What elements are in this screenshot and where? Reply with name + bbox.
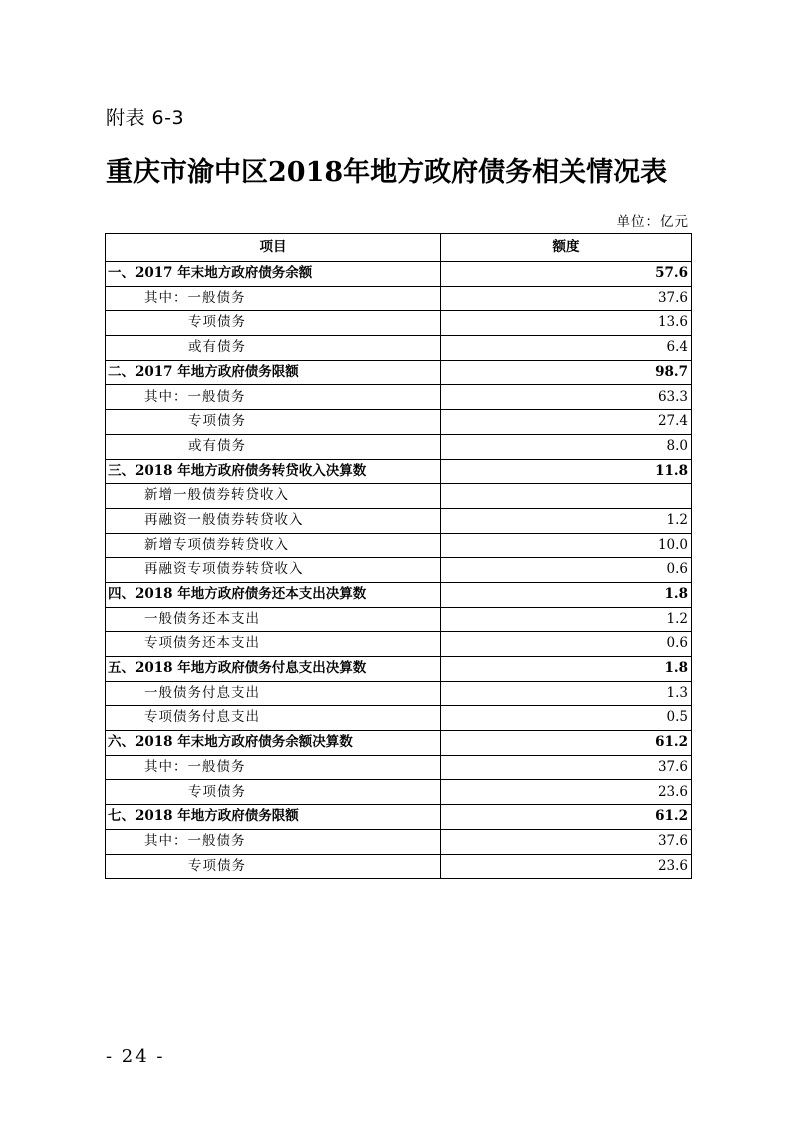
row-label: 其中：一般债务 [106, 829, 441, 854]
row-label: 一般债务付息支出 [106, 681, 441, 706]
table-row [106, 434, 692, 459]
row-label: 五、2018 年地方政府债务付息支出决算数 [106, 657, 441, 682]
row-value: 37.6 [441, 286, 692, 311]
row-value: 63.3 [441, 385, 692, 410]
table-row [106, 385, 692, 410]
row-value: 23.6 [441, 854, 692, 879]
row-label: 专项债务付息支出 [106, 706, 441, 731]
table-row [106, 632, 692, 657]
table-row [106, 410, 692, 435]
table-row [106, 755, 692, 780]
appendix-label: 附表 6-3 [106, 107, 185, 129]
row-value: 10.0 [441, 533, 692, 558]
table-row [106, 459, 692, 484]
row-value: 8.0 [441, 434, 692, 459]
row-label: 再融资专项债券转贷收入 [106, 558, 441, 583]
row-value: 0.6 [441, 558, 692, 583]
row-label: 专项债务 [106, 854, 441, 879]
page-number: - 24 - [106, 1046, 165, 1067]
row-value: 11.8 [441, 459, 692, 484]
row-label: 再融资一般债券转贷收入 [106, 508, 441, 533]
debt-table [105, 233, 692, 879]
table-row [106, 805, 692, 830]
row-label: 一般债务还本支出 [106, 607, 441, 632]
row-value: 0.6 [441, 632, 692, 657]
row-value: 27.4 [441, 410, 692, 435]
row-label: 二、2017 年地方政府债务限额 [106, 360, 441, 385]
table-row [106, 262, 692, 287]
row-label: 四、2018 年地方政府债务还本支出决算数 [106, 582, 441, 607]
row-label: 六、2018 年末地方政府债务余额决算数 [106, 731, 441, 756]
page-title: 重庆市渝中区2018年地方政府债务相关情况表 [106, 157, 668, 188]
row-label: 专项债务还本支出 [106, 632, 441, 657]
row-label: 七、2018 年地方政府债务限额 [106, 805, 441, 830]
row-label: 或有债务 [106, 336, 441, 361]
row-value: 1.8 [441, 582, 692, 607]
row-label: 一、2017 年末地方政府债务余额 [106, 262, 441, 287]
row-value: 23.6 [441, 780, 692, 805]
row-value: 61.2 [441, 805, 692, 830]
row-value: 13.6 [441, 311, 692, 336]
row-value [441, 484, 692, 509]
row-value: 6.4 [441, 336, 692, 361]
table-row [106, 558, 692, 583]
table-header-row [106, 234, 692, 262]
table-row [106, 311, 692, 336]
row-label: 专项债务 [106, 410, 441, 435]
table-row [106, 508, 692, 533]
row-label: 其中：一般债务 [106, 385, 441, 410]
table-row [106, 582, 692, 607]
table-row [106, 657, 692, 682]
row-label: 或有债务 [106, 434, 441, 459]
row-value: 57.6 [441, 262, 692, 287]
row-label: 专项债务 [106, 311, 441, 336]
row-value: 1.8 [441, 657, 692, 682]
row-label: 其中：一般债务 [106, 286, 441, 311]
table-row [106, 681, 692, 706]
row-value: 37.6 [441, 829, 692, 854]
row-value: 1.2 [441, 508, 692, 533]
row-label: 新增专项债券转贷收入 [106, 533, 441, 558]
table-row [106, 731, 692, 756]
table-row [106, 336, 692, 361]
table-row [106, 780, 692, 805]
row-value: 61.2 [441, 731, 692, 756]
table-row [106, 360, 692, 385]
table-row [106, 854, 692, 879]
row-label: 新增一般债券转贷收入 [106, 484, 441, 509]
table-row [106, 484, 692, 509]
table-row [106, 286, 692, 311]
header-item: 项目 [106, 234, 441, 262]
row-value: 1.3 [441, 681, 692, 706]
unit-label: 单位：亿元 [616, 214, 689, 230]
row-label: 其中：一般债务 [106, 755, 441, 780]
row-label: 专项债务 [106, 780, 441, 805]
table-row [106, 533, 692, 558]
header-amount: 额度 [441, 234, 692, 262]
row-value: 1.2 [441, 607, 692, 632]
row-label: 三、2018 年地方政府债务转贷收入决算数 [106, 459, 441, 484]
table-row [106, 829, 692, 854]
row-value: 98.7 [441, 360, 692, 385]
row-value: 37.6 [441, 755, 692, 780]
table-row [106, 607, 692, 632]
row-value: 0.5 [441, 706, 692, 731]
table-row [106, 706, 692, 731]
